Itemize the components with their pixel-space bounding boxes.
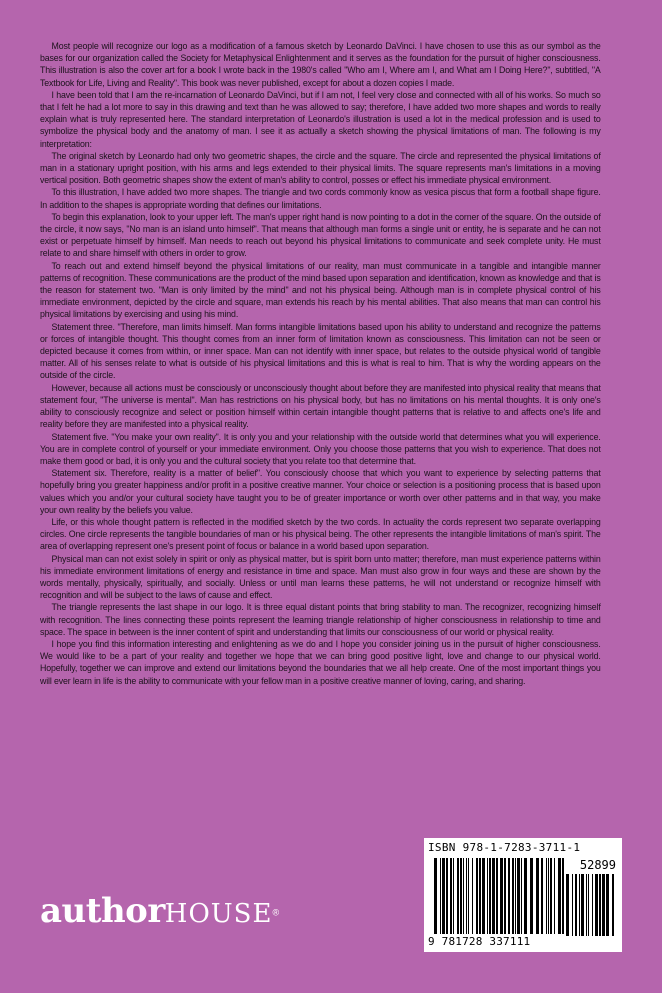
paragraph: Statement three. "Therefore, man limits himself. Man forms intangible limitations based upon his ability to understand and recognize the patterns or forces of intangible thought. This thought comes from an inner form of limitation known as consciousness. This limitation can not be seen or depicted because it comes from within, or inner space. Man can not identify with inner space, but relates to the outside physical world of tangible matter. All of his senses relate to what is outside of his physical limitations and this is what is real to him. That is why the wording appears on the outside of the circle.	[40, 321, 601, 381]
paragraph: Physical man can not exist solely in spirit or only as physical matter, but is spirit born unto matter; therefore, man must experience patterns within his immediate environment limitations of energy and resistance in time and space. Man must also grow in four ways and these are shown by the words mentally, physically, spiritually, and socially. Unless or until man learns these patterns, he will not understand or recognize himself with recognition and will be subject to the laws of cause and effect.	[40, 553, 601, 601]
paragraph: However, because all actions must be consciously or unconsciously thought about before they are manifested into physical reality that means that statement four, "The universe is mental". Man has restrictions on his physical body, but has no limitations on his mental thoughts. It is only one's ability to consciously recognize and select or position himself within certain intangible thought patterns that is relative to and affects one's life and reality before they are manifested into a physical reality.	[40, 382, 601, 430]
paragraph: To reach out and extend himself beyond the physical limitations of our reality, man must communicate in a tangible and intangible manner patterns of recognition. These communications are the product of the mind based upon separation and identification, known as knowledge and that is the reason for statement two. "Man is only limited by the mind" and not his physical being. Although man is in complete physical control of his immediate environment, depicted by the circle and square, man extends his reach by his mental abilities. That also means that man can control his physical limitations by exercising and using his mind.	[40, 260, 601, 320]
paragraph: Most people will recognize our logo as a modification of a famous sketch by Leonardo DaVinci. I have chosen to use this as our symbol as the bases for our organization called the Society for Metaphysical Enlightenment and it serves as the foundation for the pursuit of higher consciousness. This illustration is also the cover art for a book I wrote back in the 1980's called "Who am I, Where am I, and What am I Doing Here?", subtitled, "A Textbook for Life, Living and Reality". This book was never published, except for about a dozen copies I made.	[40, 41, 601, 88]
registered-mark: ®	[272, 907, 280, 918]
logo-author-text: author	[40, 891, 165, 931]
paragraph: Statement six. Therefore, reality is a matter of belief". You consciously choose that which you want to experience by selecting patterns that hopefully bring you greater happiness and/or profit in a positive creative manner. Your choice or selection is a positioning process that is based upon values which you and/or your cultural society have taught you to be of greater importance or worth over other patterns and in that way, you make your own reality by the beliefs you value.	[40, 468, 601, 515]
isbn-barcode-box	[424, 838, 622, 952]
logo-house-text: HOUSE	[164, 899, 273, 929]
paragraph: To this illustration, I have added two more shapes. The triangle and two cords commonly know as vesica piscus that form a football shape figure. In addition to the shapes is appropriate wording that defines our limitations.	[40, 187, 601, 210]
authorhouse-logo	[40, 891, 300, 931]
isbn-label: ISBN 978-1-7283-3711-1	[428, 841, 581, 854]
barcode-digits: 9 781728 337111	[428, 935, 531, 948]
barcode-icon	[434, 858, 564, 934]
price-code: 52899	[579, 858, 616, 872]
paragraph: I have been told that I am the re-incarnation of Leonardo DaVinci, but if I am not, I feel very close and connected with all of his works. So much so that I felt he had a lot more to say in this drawing and text than he was allowed to say; therefore, I have added two more shapes and words to really explain what is truly represented here. The standard interpretation of Leonardo's illustration is used a lot in the medical profession and is used to symbolize the physical body and the anatomy of man. I see it as actually a sketch showing the physical limitations of man. The following is my interpretation:	[40, 89, 601, 149]
paragraph: To begin this explanation, look to your upper left. The man's upper right hand is now pointing to a dot in the corner of the square. On the outside of the circle, it now says, "No man is an island unto himself". That means that although man forms a single unit or entity, he is separate and he can not exist or perpetuate himself by himself. Man needs to reach out beyond his physical limitations to communicate and seek complete unity. He must relate to and share himself with others in order to grow.	[40, 211, 601, 259]
paragraph: Statement five. "You make your own reality". It is only you and your relationship with the outside world that determines what you will experience. You are in complete control of yourself or your immediate environment. Only you choose those patterns that you wish to experience. That does not make them good or bad, it is only you and the cultural society that you relate too that determine that.	[40, 431, 601, 466]
paragraph: Life, or this whole thought pattern is reflected in the modified sketch by the two cords. In actuality the cords represent two separate overlapping circles. One circle represents the tangible boundaries of man or his physical being. The other represents the intangible limitations of man's spirit. The area of overlapping represent one's present point of focus or balance in a world based upon separation.	[40, 516, 601, 552]
barcode-addon-icon	[566, 874, 616, 936]
paragraph: I hope you find this information interesting and enlightening as we do and I hope you consider joining us in the pursuit of higher consciousness. We would like to be a part of your reality and together we hope that we can bring good positive light, love and change to our physical world. Hopefully, together we can improve and extend our limitations beyond the boundaries that we all help create. One of the most important things you will ever learn in life is the ability to communicate with your fellow man in a positive creative manner of loving, caring, and sharing.	[40, 638, 601, 686]
body-text	[40, 40, 601, 687]
paragraph: The original sketch by Leonardo had only two geometric shapes, the circle and the square. The circle and represented the physical limitations of man in a stationary upright position, with his arms and legs extended to their physical limits. The square represents man's limitations in a moving vertical position. Both geometric shapes show the extent of man's ability to control, posses or effect his immediate physical environment.	[40, 150, 601, 186]
paragraph: The triangle represents the last shape in our logo. It is three equal distant points that bring stability to man. The recognizer, recognizing himself with recognition. The lines connecting these points represent the learning triangle relationship of higher consciousness in relationship to time and space. The space in between is the inner content of spirit and understanding that limits our consciousness of our world or physical reality.	[40, 602, 601, 637]
